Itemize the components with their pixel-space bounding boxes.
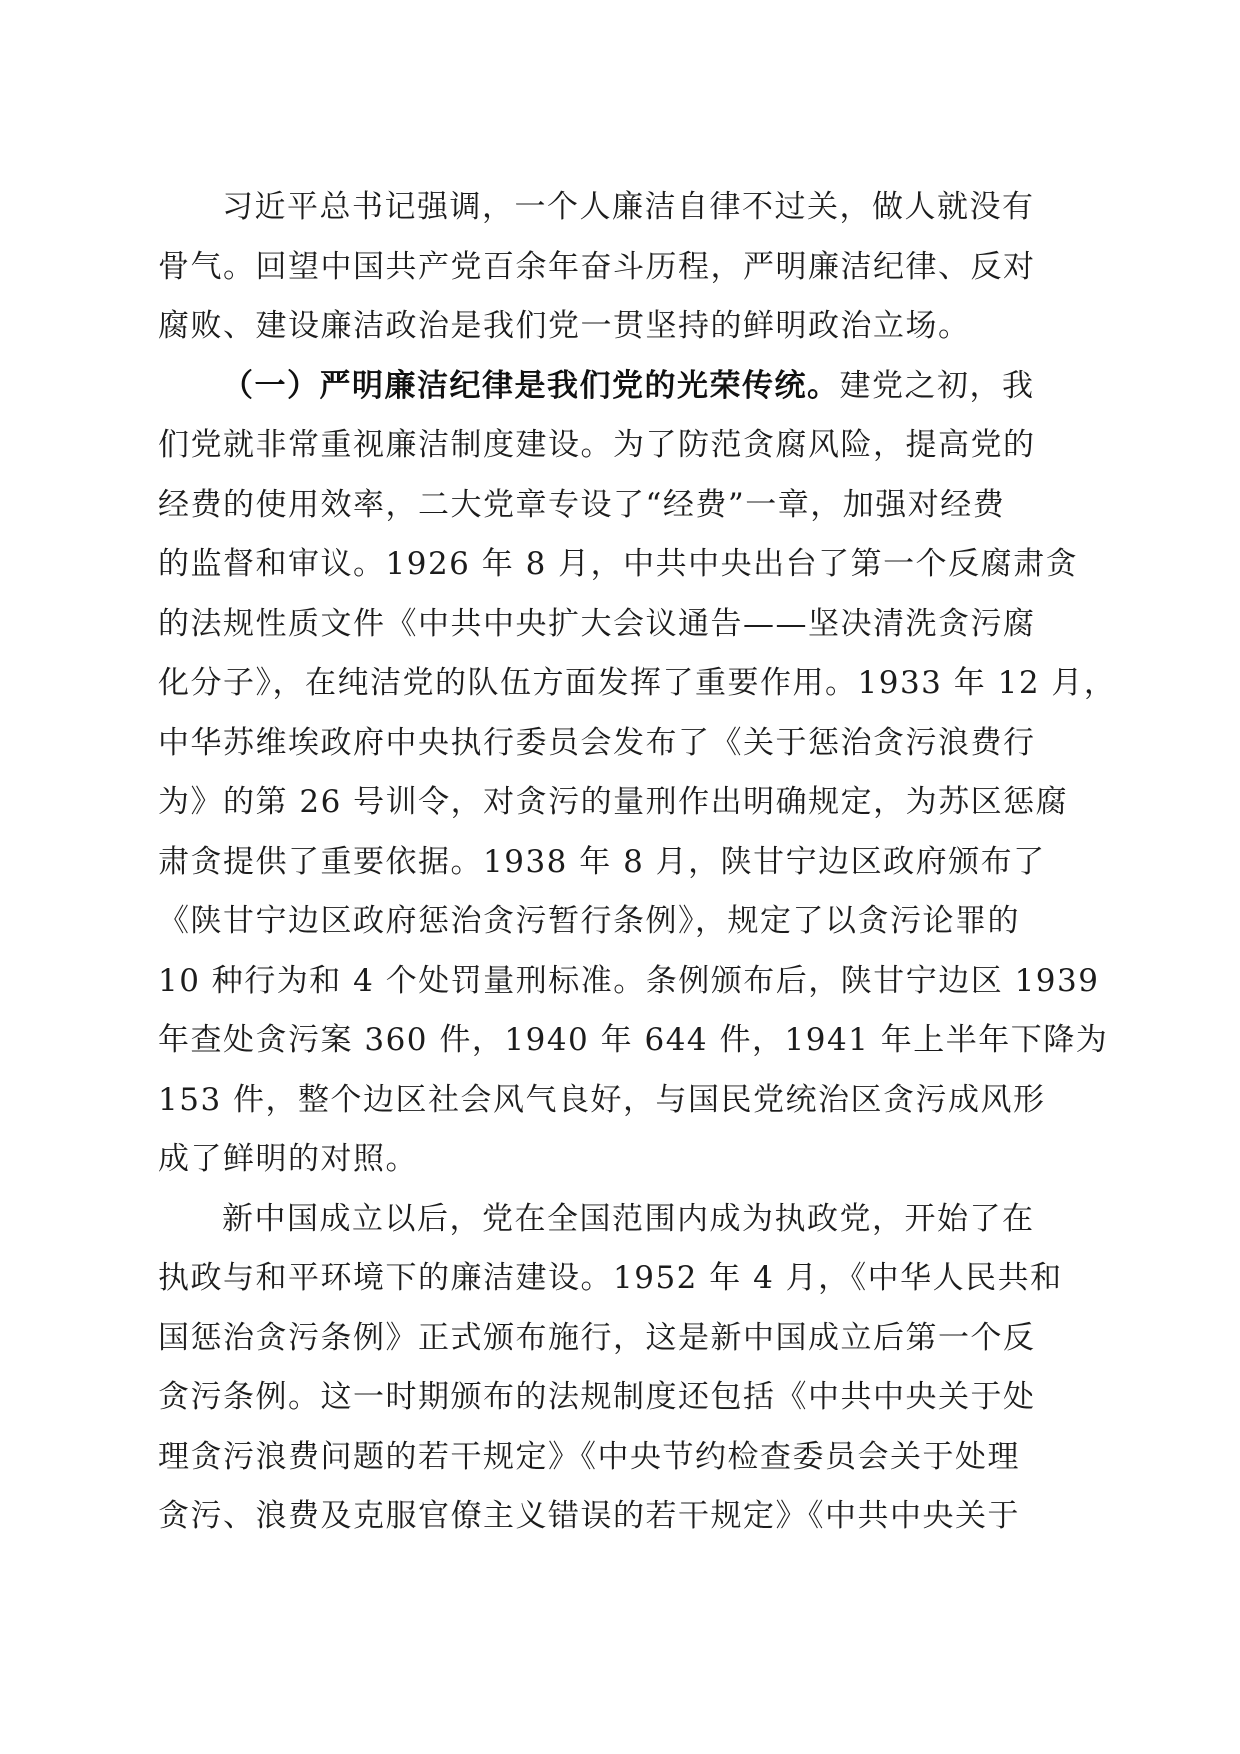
text-line: 贪污、浪费及克服官僚主义错误的若干规定》《中共中央关于 xyxy=(158,1498,1020,1534)
text-line: 新中国成立以后，党在全国范围内成为执政党，开始了在 xyxy=(222,1200,1035,1237)
text-line: 153 件，整个边区社会风气良好，与国民党统治区贪污成风形 xyxy=(158,1081,1046,1118)
text-line: 习近平总书记强调，一个人廉洁自律不过关，做人就没有 xyxy=(222,189,1035,225)
paragraph-3 xyxy=(158,1190,1080,1547)
paragraph-1 xyxy=(158,178,1080,357)
text-line: 经费的使用效率，二大党章专设了“经费”一章，加强对经费 xyxy=(158,486,1006,523)
text-line: 理贪污浪费问题的若干规定》《中央节约检查委员会关于处理 xyxy=(158,1438,1020,1475)
text-line: 贪污条例。这一时期颁布的法规制度还包括《中共中央关于处 xyxy=(158,1379,1036,1415)
text-line: 中华苏维埃政府中央执行委员会发布了《关于惩治贪污浪费行 xyxy=(158,724,1036,761)
document-page xyxy=(158,178,1117,1547)
text-line: 骨气。回望中国共产党百余年奋斗历程，严明廉洁纪律、反对 xyxy=(158,248,1036,285)
text-line: 们党就非常重视廉洁制度建设。为了防范贪腐风险，提高党的 xyxy=(158,427,1036,463)
text-line: 为》的第 26 号训令，对贪污的量刑作出明确规定，为苏区惩腐 xyxy=(158,784,1069,820)
text-line: 成了鲜明的对照。 xyxy=(158,1141,418,1177)
text-line: 腐败、建设廉洁政治是我们党一贯坚持的鲜明政治立场。 xyxy=(158,308,971,344)
section-heading: （一）严明廉洁纪律是我们党的光荣传统。 xyxy=(222,367,840,404)
text-line: 的法规性质文件《中共中央扩大会议通告——坚决清洗贪污腐 xyxy=(158,605,1036,642)
text-line: 肃贪提供了重要依据。1938 年 8 月，陕甘宁边区政府颁布了 xyxy=(158,843,1046,880)
text-line: 的监督和审议。1926 年 8 月，中共中央出台了第一个反腐肃贪 xyxy=(158,546,1079,582)
text-line: 国惩治贪污条例》正式颁布施行，这是新中国成立后第一个反 xyxy=(158,1319,1036,1356)
text-line: 化分子》，在纯洁党的队伍方面发挥了重要作用。1933 年 12 月， xyxy=(158,665,1117,701)
text-line: 年查处贪污案 360 件，1940 年 644 件，1941 年上半年下降为 xyxy=(158,1022,1109,1058)
text-line: 10 种行为和 4 个处罚量刑标准。条例颁布后，陕甘宁边区 1939 xyxy=(158,962,1100,999)
paragraph-2 xyxy=(158,357,1117,1190)
text-line xyxy=(158,357,1080,417)
text-line: 《陕甘宁边区政府惩治贪污暂行条例》，规定了以贪污论罪的 xyxy=(158,903,1020,939)
heading-line-rest: 建党之初，我 xyxy=(839,367,1035,404)
text-line: 执政与和平环境下的廉洁建设。1952 年 4 月，《中华人民共和 xyxy=(158,1260,1063,1296)
